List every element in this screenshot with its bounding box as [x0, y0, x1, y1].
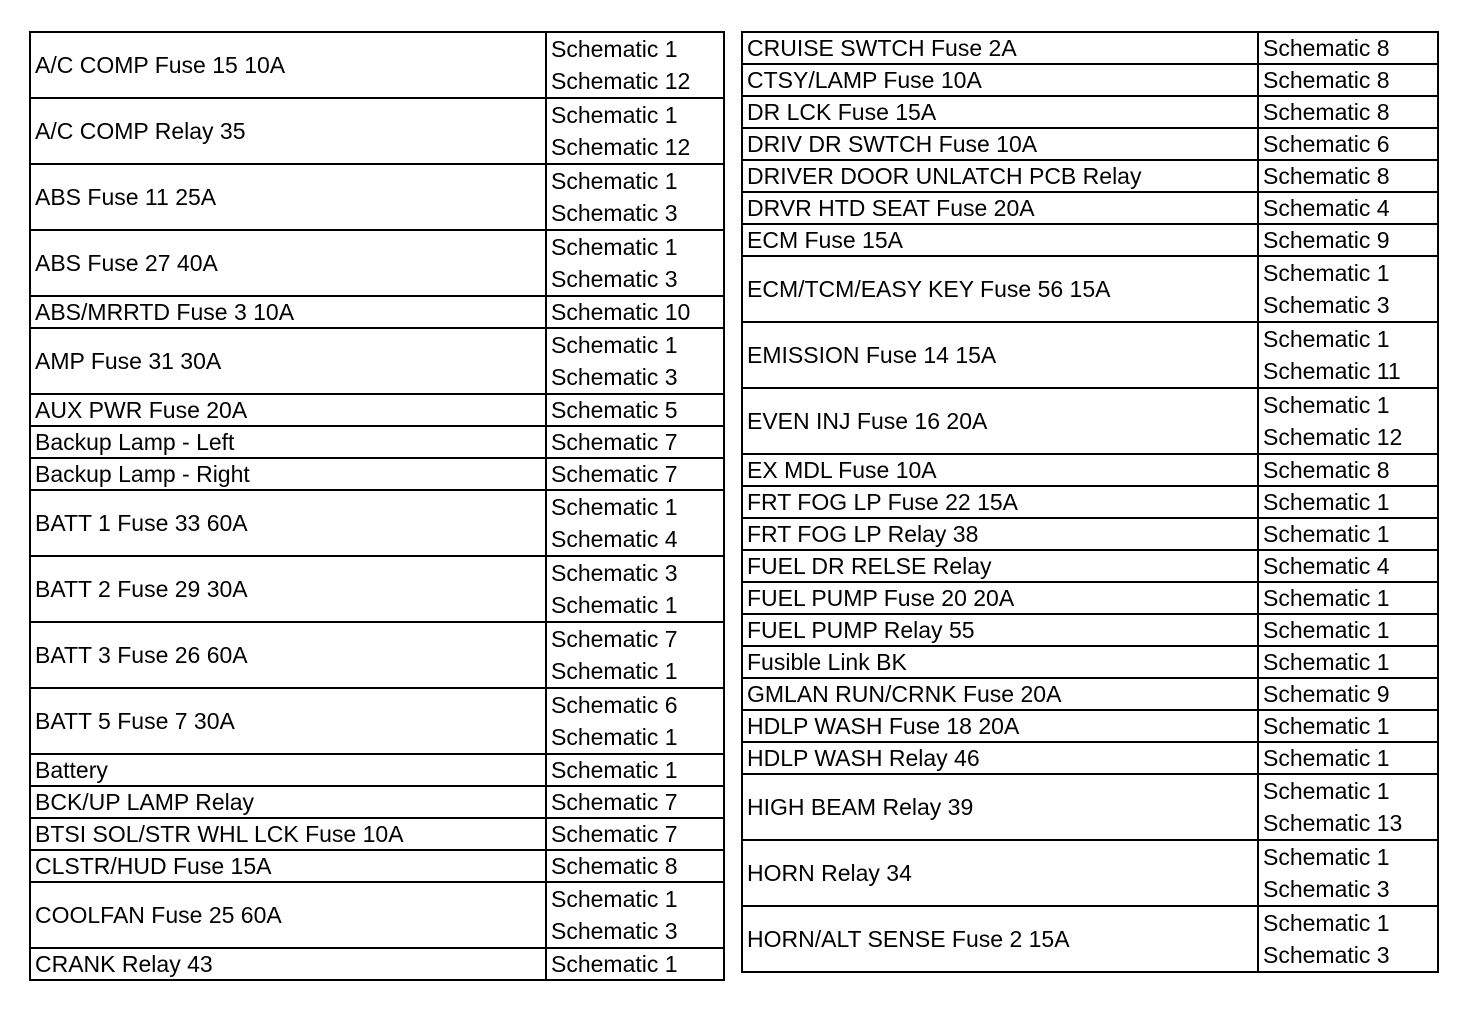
schematic-ref-cell	[1258, 840, 1438, 906]
table-row	[30, 164, 724, 230]
schematic-ref-cell	[1258, 678, 1438, 710]
component-name: BATT 1 Fuse 33 60A	[30, 490, 546, 556]
table-row	[742, 454, 1438, 486]
schematic-ref-cell	[546, 556, 724, 622]
schematic-ref-cell	[1258, 32, 1438, 64]
component-name: BATT 3 Fuse 26 60A	[30, 622, 546, 688]
schematic-ref: Schematic 1	[551, 234, 678, 260]
schematic-ref: Schematic 1	[551, 757, 678, 783]
schematic-ref: Schematic 1	[551, 658, 678, 684]
component-name: DRIVER DOOR UNLATCH PCB Relay	[742, 160, 1258, 192]
component-name: DRIV DR SWTCH Fuse 10A	[742, 128, 1258, 160]
schematic-ref: Schematic 1	[551, 36, 678, 62]
schematic-ref-cell	[1258, 742, 1438, 774]
schematic-ref-cell	[546, 164, 724, 230]
schematic-ref: Schematic 1	[551, 724, 678, 750]
component-name: EX MDL Fuse 10A	[742, 454, 1258, 486]
schematic-ref: Schematic 3	[1263, 876, 1390, 902]
component-name: COOLFAN Fuse 25 60A	[30, 882, 546, 948]
table-row	[742, 486, 1438, 518]
schematic-ref: Schematic 4	[1263, 553, 1390, 579]
table-row	[742, 64, 1438, 96]
component-name: FUEL PUMP Fuse 20 20A	[742, 582, 1258, 614]
component-name: HDLP WASH Relay 46	[742, 742, 1258, 774]
component-name: DR LCK Fuse 15A	[742, 96, 1258, 128]
component-name: HORN Relay 34	[742, 840, 1258, 906]
schematic-ref: Schematic 1	[1263, 489, 1390, 515]
component-name: Backup Lamp - Left	[30, 426, 546, 458]
component-name: AUX PWR Fuse 20A	[30, 394, 546, 426]
schematic-ref: Schematic 12	[551, 134, 691, 160]
table-row	[742, 646, 1438, 678]
table-row	[30, 328, 724, 394]
table-row	[30, 556, 724, 622]
component-name: CRANK Relay 43	[30, 948, 546, 980]
schematic-ref: Schematic 3	[551, 560, 678, 586]
schematic-ref-cell	[1258, 550, 1438, 582]
table-row	[30, 98, 724, 164]
schematic-ref: Schematic 6	[1263, 131, 1390, 157]
component-name: DRVR HTD SEAT Fuse 20A	[742, 192, 1258, 224]
schematic-ref: Schematic 8	[1263, 99, 1390, 125]
schematic-ref: Schematic 1	[1263, 844, 1390, 870]
table-row	[742, 774, 1438, 840]
component-name: A/C COMP Relay 35	[30, 98, 546, 164]
schematic-ref: Schematic 3	[551, 266, 678, 292]
component-name: CLSTR/HUD Fuse 15A	[30, 850, 546, 882]
component-name: Backup Lamp - Right	[30, 458, 546, 490]
table-row	[742, 582, 1438, 614]
schematic-ref: Schematic 3	[551, 200, 678, 226]
schematic-ref-cell	[1258, 614, 1438, 646]
schematic-ref-cell	[1258, 128, 1438, 160]
table-row	[742, 518, 1438, 550]
schematic-ref: Schematic 1	[1263, 521, 1390, 547]
schematic-ref-cell	[1258, 388, 1438, 454]
component-name: ABS Fuse 11 25A	[30, 164, 546, 230]
schematic-ref: Schematic 1	[551, 592, 678, 618]
component-name: ECM Fuse 15A	[742, 224, 1258, 256]
table-row	[742, 550, 1438, 582]
schematic-ref-cell	[1258, 96, 1438, 128]
schematic-ref: Schematic 3	[1263, 292, 1390, 318]
table-row	[742, 160, 1438, 192]
component-name: FRT FOG LP Relay 38	[742, 518, 1258, 550]
left-index-table	[29, 31, 725, 981]
table-row	[30, 754, 724, 786]
schematic-ref-cell	[546, 850, 724, 882]
component-name: BATT 5 Fuse 7 30A	[30, 688, 546, 754]
schematic-ref-cell	[1258, 224, 1438, 256]
schematic-ref: Schematic 1	[551, 332, 678, 358]
table-row	[742, 322, 1438, 388]
schematic-ref: Schematic 1	[1263, 260, 1390, 286]
table-row	[30, 394, 724, 426]
schematic-ref-cell	[546, 754, 724, 786]
schematic-ref: Schematic 3	[551, 364, 678, 390]
component-name: Fusible Link BK	[742, 646, 1258, 678]
component-name: HDLP WASH Fuse 18 20A	[742, 710, 1258, 742]
schematic-ref-cell	[546, 394, 724, 426]
schematic-ref-cell	[546, 32, 724, 98]
component-name: BTSI SOL/STR WHL LCK Fuse 10A	[30, 818, 546, 850]
schematic-ref: Schematic 9	[1263, 227, 1390, 253]
schematic-ref-cell	[546, 426, 724, 458]
component-name: CTSY/LAMP Fuse 10A	[742, 64, 1258, 96]
table-row	[30, 622, 724, 688]
schematic-ref-cell	[546, 230, 724, 296]
table-row	[742, 224, 1438, 256]
table-row	[30, 688, 724, 754]
component-name: ABS Fuse 27 40A	[30, 230, 546, 296]
schematic-ref: Schematic 10	[551, 299, 691, 325]
right-index-body	[742, 32, 1438, 972]
schematic-ref: Schematic 1	[1263, 617, 1390, 643]
schematic-ref: Schematic 7	[551, 789, 678, 815]
schematic-ref: Schematic 1	[551, 494, 678, 520]
schematic-ref: Schematic 7	[551, 821, 678, 847]
table-row	[742, 192, 1438, 224]
schematic-ref: Schematic 1	[551, 886, 678, 912]
schematic-ref: Schematic 7	[551, 429, 678, 455]
component-name: FUEL DR RELSE Relay	[742, 550, 1258, 582]
table-row	[742, 906, 1438, 972]
table-row	[30, 948, 724, 980]
table-row	[742, 128, 1438, 160]
component-name: HORN/ALT SENSE Fuse 2 15A	[742, 906, 1258, 972]
component-name: EVEN INJ Fuse 16 20A	[742, 388, 1258, 454]
schematic-ref-cell	[1258, 192, 1438, 224]
table-row	[742, 614, 1438, 646]
schematic-ref-cell	[1258, 486, 1438, 518]
table-row	[742, 840, 1438, 906]
schematic-ref: Schematic 11	[1263, 358, 1401, 384]
schematic-ref-cell	[1258, 322, 1438, 388]
schematic-ref: Schematic 1	[1263, 910, 1390, 936]
component-name: CRUISE SWTCH Fuse 2A	[742, 32, 1258, 64]
schematic-ref-cell	[546, 296, 724, 328]
table-row	[30, 230, 724, 296]
component-name: HIGH BEAM Relay 39	[742, 774, 1258, 840]
component-name: Battery	[30, 754, 546, 786]
schematic-ref-cell	[546, 786, 724, 818]
component-name: FUEL PUMP Relay 55	[742, 614, 1258, 646]
schematic-ref: Schematic 1	[1263, 745, 1390, 771]
table-row	[742, 388, 1438, 454]
component-name: EMISSION Fuse 14 15A	[742, 322, 1258, 388]
schematic-ref-cell	[546, 458, 724, 490]
component-name: BATT 2 Fuse 29 30A	[30, 556, 546, 622]
schematic-ref: Schematic 7	[551, 461, 678, 487]
schematic-ref-cell	[1258, 160, 1438, 192]
schematic-ref-cell	[1258, 64, 1438, 96]
schematic-ref-cell	[1258, 582, 1438, 614]
table-row	[742, 710, 1438, 742]
schematic-ref: Schematic 12	[551, 68, 691, 94]
schematic-ref-cell	[546, 948, 724, 980]
schematic-ref-cell	[546, 490, 724, 556]
table-row	[30, 786, 724, 818]
left-index-body	[30, 32, 724, 980]
schematic-ref: Schematic 1	[1263, 713, 1390, 739]
schematic-ref-cell	[1258, 906, 1438, 972]
schematic-ref: Schematic 1	[1263, 585, 1390, 611]
schematic-ref: Schematic 12	[1263, 424, 1403, 450]
table-row	[30, 296, 724, 328]
schematic-ref: Schematic 1	[551, 102, 678, 128]
table-row	[30, 490, 724, 556]
table-row	[742, 96, 1438, 128]
schematic-ref-cell	[546, 328, 724, 394]
schematic-ref-cell	[546, 98, 724, 164]
schematic-ref: Schematic 4	[1263, 195, 1390, 221]
schematic-ref: Schematic 3	[1263, 942, 1390, 968]
schematic-ref-cell	[1258, 454, 1438, 486]
schematic-ref: Schematic 8	[1263, 35, 1390, 61]
schematic-ref-cell	[1258, 710, 1438, 742]
table-row	[30, 850, 724, 882]
schematic-ref: Schematic 5	[551, 397, 678, 423]
table-row	[30, 426, 724, 458]
schematic-ref: Schematic 3	[551, 918, 678, 944]
schematic-ref: Schematic 8	[1263, 67, 1390, 93]
component-name: BCK/UP LAMP Relay	[30, 786, 546, 818]
table-row	[30, 818, 724, 850]
schematic-ref: Schematic 8	[551, 853, 678, 879]
schematic-ref: Schematic 8	[1263, 457, 1390, 483]
table-row	[742, 32, 1438, 64]
schematic-ref: Schematic 7	[551, 626, 678, 652]
table-row	[742, 678, 1438, 710]
schematic-ref-cell	[1258, 256, 1438, 322]
schematic-ref-cell	[546, 688, 724, 754]
schematic-ref-cell	[1258, 518, 1438, 550]
schematic-ref: Schematic 1	[1263, 778, 1390, 804]
schematic-ref: Schematic 4	[551, 526, 678, 552]
schematic-ref: Schematic 6	[551, 692, 678, 718]
schematic-ref: Schematic 1	[551, 168, 678, 194]
right-index-table	[741, 31, 1439, 973]
schematic-ref-cell	[1258, 774, 1438, 840]
table-row	[30, 882, 724, 948]
table-row	[30, 458, 724, 490]
schematic-ref-cell	[546, 818, 724, 850]
schematic-ref: Schematic 1	[551, 951, 678, 977]
schematic-ref-cell	[546, 622, 724, 688]
component-name: GMLAN RUN/CRNK Fuse 20A	[742, 678, 1258, 710]
schematic-ref: Schematic 1	[1263, 392, 1390, 418]
component-name: ABS/MRRTD Fuse 3 10A	[30, 296, 546, 328]
schematic-ref: Schematic 1	[1263, 326, 1390, 352]
schematic-ref-cell	[1258, 646, 1438, 678]
schematic-ref: Schematic 1	[1263, 649, 1390, 675]
schematic-ref: Schematic 9	[1263, 681, 1390, 707]
schematic-ref: Schematic 8	[1263, 163, 1390, 189]
schematic-ref-cell	[546, 882, 724, 948]
table-row	[742, 256, 1438, 322]
component-name: AMP Fuse 31 30A	[30, 328, 546, 394]
component-name: FRT FOG LP Fuse 22 15A	[742, 486, 1258, 518]
table-row	[30, 32, 724, 98]
component-name: ECM/TCM/EASY KEY Fuse 56 15A	[742, 256, 1258, 322]
schematic-ref: Schematic 13	[1263, 810, 1403, 836]
component-name: A/C COMP Fuse 15 10A	[30, 32, 546, 98]
table-row	[742, 742, 1438, 774]
